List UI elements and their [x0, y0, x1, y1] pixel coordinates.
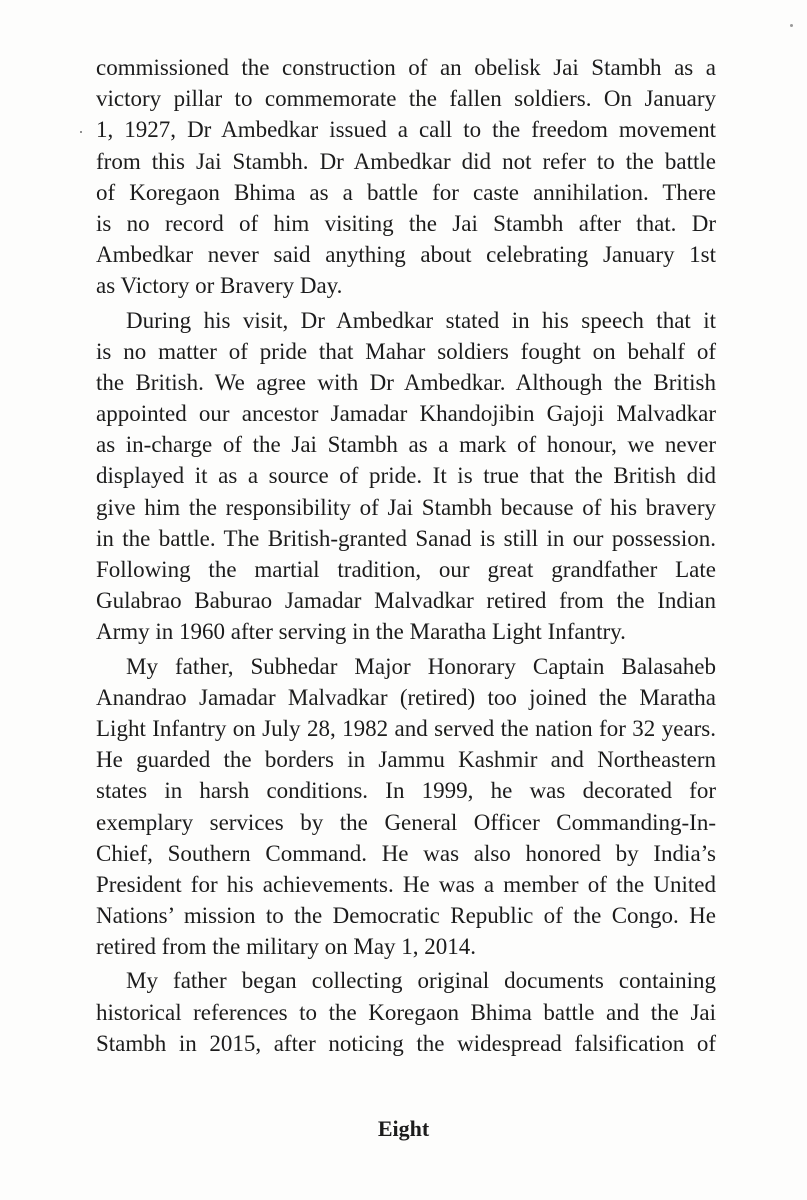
paragraph-3 — [96, 651, 716, 963]
text-line: from this Jai Stambh. Dr Ambedkar did not refer to the battle — [96, 148, 716, 174]
text-line: Following the martial tradition, our great grandfather Late — [96, 557, 716, 582]
text-line: He guarded the borders in Jammu Kashmir and Northeastern — [96, 747, 716, 773]
text-line: displayed it as a source of pride. It is true that the British did — [96, 463, 716, 489]
text-line: During his visit, Dr Ambedkar stated in his speech that it — [126, 307, 716, 333]
text-line: Nations’ mission to the Democratic Republic of the Congo. He — [96, 903, 716, 929]
paragraph-4 — [96, 965, 716, 1059]
page-number: Eight — [377, 1116, 430, 1141]
text-line: commissioned the construction of an obelisk Jai Stambh as a — [96, 55, 716, 80]
text-line: is no record of him visiting the Jai Stambh after that. Dr — [96, 210, 716, 236]
paragraph-1 — [96, 52, 716, 302]
text-line: historical references to the Koregaon Bhima battle and the Jai — [96, 999, 716, 1025]
text-line: give him the responsibility of Jai Stambh because of his bravery — [96, 494, 716, 520]
text-line: Stambh in 2015, after noticing the widespread falsification of — [96, 1030, 716, 1056]
text-line: retired from the military on May 1, 2014. — [96, 934, 477, 960]
text-line: My father, Subhedar Major Honorary Captain Balasaheb — [126, 653, 716, 679]
text-line: states in harsh conditions. In 1999, he was decorated for — [96, 778, 716, 804]
text-line: appointed our ancestor Jamadar Khandojibin Gajoji Malvadkar — [96, 401, 716, 427]
text-line: is no matter of pride that Mahar soldiers fought on behalf of — [96, 338, 716, 364]
text-line: Chief, Southern Command. He was also honored by India’s — [96, 840, 716, 866]
text-line: exemplary services by the General Officer Commanding-In- — [96, 809, 716, 835]
text-line: 1, 1927, Dr Ambedkar issued a call to the freedom movement — [96, 117, 716, 143]
margin-speck — [790, 24, 793, 27]
text-line: the British. We agree with Dr Ambedkar. Although the British — [96, 369, 716, 395]
text-line: Gulabrao Baburao Jamadar Malvadkar retired from the Indian — [96, 588, 716, 614]
text-line: Light Infantry on July 28, 1982 and served the nation for 32 years. — [96, 715, 716, 741]
text-line: Anandrao Jamadar Malvadkar (retired) too joined the Maratha — [96, 684, 716, 710]
body-text — [96, 52, 716, 1059]
text-line: Army in 1960 after serving in the Maratha Light Infantry. — [96, 619, 626, 645]
text-line: as in-charge of the Jai Stambh as a mark of honour, we never — [96, 432, 716, 458]
text-line: My father began collecting original documents containing — [126, 968, 716, 994]
text-line: victory pillar to commemorate the fallen soldiers. On January — [96, 86, 716, 112]
text-line: of Koregaon Bhima as a battle for caste annihilation. There — [96, 179, 716, 205]
margin-dot — [80, 131, 82, 133]
paragraph-2 — [96, 305, 716, 648]
text-line: President for his achievements. He was a member of the United — [96, 871, 716, 897]
text-line: in the battle. The British-granted Sanad is still in our possession. — [96, 525, 716, 551]
text-line: as Victory or Bravery Day. — [96, 273, 343, 299]
text-line: Ambedkar never said anything about celebrating January 1st — [96, 242, 716, 268]
